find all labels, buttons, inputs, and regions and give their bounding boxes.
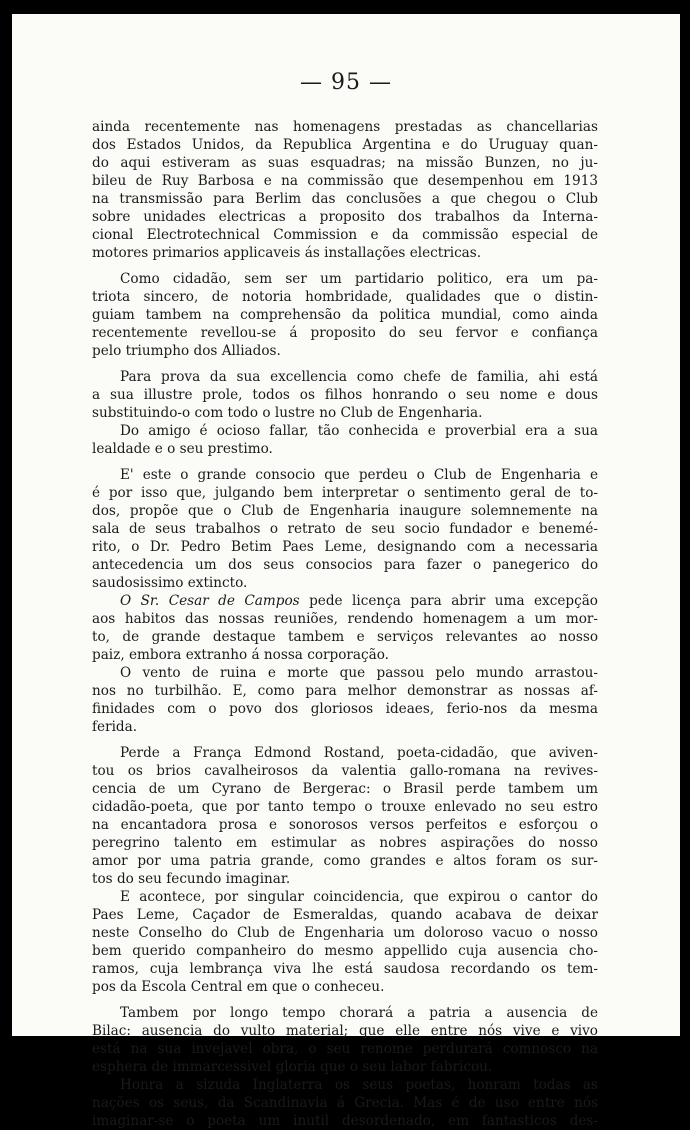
text-line: motores primarios applicaveis ás installações electricas. <box>92 245 482 261</box>
text-line: neste Conselho do Club de Engenharia um doloroso vacuo o nosso <box>92 925 598 941</box>
text-line: Honra a sizuda Inglaterra os seus poetas, honram todas as <box>120 1077 598 1093</box>
text-line: cidadão-poeta, que por tanto tempo o trouxe enlevado no seu estro <box>92 799 598 815</box>
text-line: ramos, cuja lembrança viva lhe está saudosa recordando os tem- <box>92 961 598 977</box>
text-line: na encantadora prosa e sonorosos versos perfeitos e esforçou o <box>92 817 598 833</box>
text-line: aos habitos das nossas reuniões, rendendo homenagem a um mor- <box>92 611 598 627</box>
paragraph <box>92 368 598 422</box>
text-line: Do amigo é ocioso fallar, tão conhecida e proverbial era a sua <box>120 423 598 439</box>
text-line: Paes Leme, Caçador de Esmeraldas, quando acabava de deixar <box>92 907 598 923</box>
text-line: pelo triumpho dos Alliados. <box>92 343 281 359</box>
text-line: ferida. <box>92 719 138 735</box>
text-line: substituindo-o com todo o lustre no Club de Engenharia. <box>92 405 483 421</box>
text-line: O vento de ruina e morte que passou pelo mundo arrastou- <box>120 665 598 681</box>
paragraph <box>92 592 598 664</box>
text-line: Perde a França Edmond Rostand, poeta-cidadão, que aviven- <box>120 745 598 761</box>
text-line: lealdade e o seu prestimo. <box>92 441 273 457</box>
text-line: saudosissimo extincto. <box>92 575 248 591</box>
text-line: ainda recentemente nas homenagens prestadas as chancellarias <box>92 119 598 135</box>
text-line: finidades com o povo dos gloriosos ideaes, ferio-nos da mesma <box>92 701 598 717</box>
paragraph <box>92 744 598 888</box>
text-line: Como cidadão, sem ser um partidario politico, era um pa- <box>120 271 598 287</box>
text-line: guiam tambem na comprehensão da politica mundial, como ainda <box>92 307 598 323</box>
text-line: nações os seus, da Scandinavia á Grecia. Mas é de uso entre nós <box>92 1095 598 1111</box>
text-line <box>92 592 598 610</box>
text-line: cencia de um Cyrano de Bergerac: o Brasil perde tambem um <box>92 781 598 797</box>
text-line: to, de grande destaque tambem e serviços relevantes ao nosso <box>92 629 598 645</box>
text-line: sala de seus trabalhos o retrato de seu socio fundador e benemé- <box>92 521 598 537</box>
text-line: triota sincero, de notoria hombridade, qualidades que o distin- <box>92 289 598 305</box>
text-line: antecedencia um dos seus consocios para fazer o panegerico do <box>92 557 598 573</box>
text-line: paiz, embora extranho á nossa corporação. <box>92 647 390 663</box>
text-line: bileu de Ruy Barbosa e na commissão que desempenhou em 1913 <box>92 173 598 189</box>
text-line: esphera de immarcessivel gloria que o seu labor fabricou. <box>92 1059 493 1075</box>
text-line: Bilac: ausencia do vulto material; que elle entre nós vive e vivo <box>92 1023 598 1039</box>
text-line: está na sua invejavel obra, o seu renome perdurará comnosco na <box>92 1041 598 1057</box>
paragraph <box>92 664 598 736</box>
text-line: amor por uma patria grande, como grandes e altos foram os sur- <box>92 853 598 869</box>
text-line: pos da Escola Central em que o conheceu. <box>92 979 385 995</box>
text-line-rest: pede licença para abrir uma excepção <box>299 593 598 609</box>
text-line: dos Estados Unidos, da Republica Argentina e do Uruguay quan- <box>92 137 598 153</box>
paragraph <box>92 466 598 592</box>
paragraph <box>92 422 598 458</box>
text-line: E acontece, por singular coincidencia, que expirou o cantor do <box>120 889 598 905</box>
text-line: dos, propõe que o Club de Engenharia inaugure solemnemente na <box>92 503 598 519</box>
paragraph <box>92 1076 598 1130</box>
paragraph <box>92 888 598 996</box>
text-line: tou os brios cavalheirosos da valentia gallo-romana na revives- <box>92 763 598 779</box>
text-line: recentemente revellou-se á proposito do seu fervor e confiança <box>92 325 598 341</box>
text-line: na transmissão para Berlim das conclusões a que chegou o Club <box>92 191 598 207</box>
page-number: — 95 — <box>300 70 392 95</box>
text-line: Para prova da sua excellencia como chefe de familia, ahi está <box>120 369 598 385</box>
text-line: rito, o Dr. Pedro Betim Paes Leme, designando com a necessaria <box>92 539 598 555</box>
text-line: Tambem por longo tempo chorará a patria a ausencia de <box>120 1005 598 1021</box>
text-line: peregrino talento em estimular as nobres aspirações do nosso <box>92 835 598 851</box>
paragraph <box>92 270 598 360</box>
text-line: bem querido companheiro do mesmo appellido cuja ausencia cho- <box>92 943 598 959</box>
document-page <box>12 14 680 1129</box>
text-line: do aqui estiveram as suas esquadras; na missão Bunzen, no ju- <box>92 155 598 171</box>
text-line: é por isso que, julgando bem interpretar o sentimento geral de to- <box>92 485 598 501</box>
text-line: sobre unidades electricas a proposito dos trabalhos da Interna- <box>92 209 598 225</box>
text-line: a sua illustre prole, todos os filhos honrando o seu nome e dous <box>92 387 598 403</box>
speaker-name: O Sr. Cesar de Campos <box>120 593 300 609</box>
text-line: imaginar-se o poeta um inutil desordenado, em fantasticos des- <box>92 1113 598 1129</box>
text-line: cional Electrotechnical Commission e da commissão especial de <box>92 227 598 243</box>
text-line: E' este o grande consocio que perdeu o Club de Engenharia e <box>120 467 598 483</box>
paragraph <box>92 118 598 262</box>
body-text <box>92 118 598 1130</box>
text-line: tos do seu fecundo imaginar. <box>92 871 291 887</box>
text-line: nos no turbilhão. E, como para melhor demonstrar as nossas af- <box>92 683 598 699</box>
paragraph <box>92 1004 598 1076</box>
